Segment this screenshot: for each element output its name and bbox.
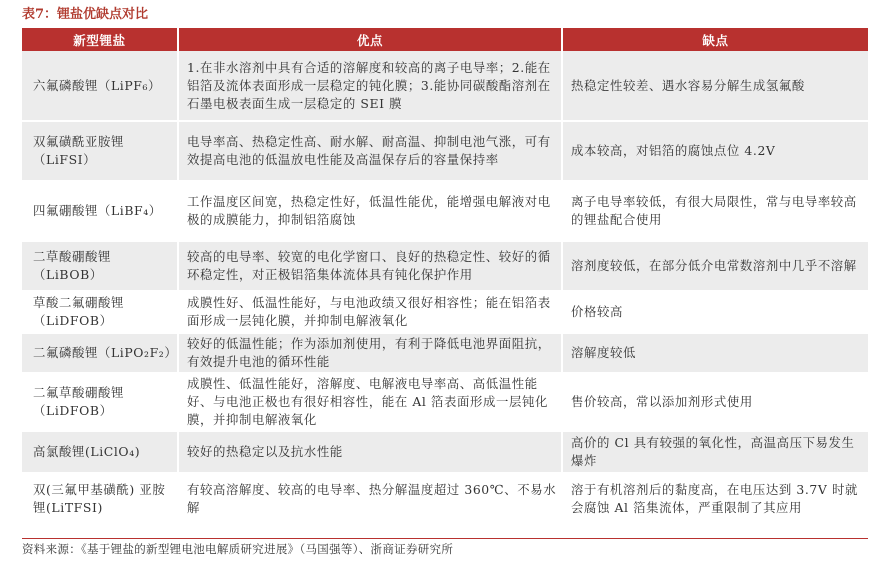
salt-name: 双氟磺酰亚胺锂（LiFSI） [22, 121, 178, 181]
table-row [22, 291, 868, 333]
table-row [22, 473, 868, 525]
header-cons: 缺点 [562, 28, 868, 51]
salt-cons: 价格较高 [562, 291, 868, 333]
salt-cons: 离子电导率较低，有很大局限性，常与电导率较高的锂盐配合使用 [562, 181, 868, 241]
salt-name: 六氟磷酸锂（LiPF₆） [22, 51, 178, 121]
salt-pros: 成膜性、低温性能好，溶解度、电解液电导率高、高低温性能好、与电池正极也有很好相容性，能在 Al 箔表面形成一层钝化膜，并抑制电解液氧化 [178, 373, 562, 431]
table-title: 表7：锂盐优缺点对比 [22, 7, 149, 22]
salt-pros: 较好的热稳定以及抗水性能 [178, 431, 562, 473]
table-header-row [22, 28, 868, 51]
salt-cons: 溶解度较低 [562, 333, 868, 373]
salt-cons: 高价的 Cl 具有较强的氧化性，高温高压下易发生爆炸 [562, 431, 868, 473]
salt-name: 双(三氟甲基磺酰) 亚胺锂(LiTFSI) [22, 473, 178, 525]
salt-name: 高氯酸锂(LiClO₄) [22, 431, 178, 473]
salt-pros: 1.在非水溶剂中具有合适的溶解度和较高的离子电导率；2.能在铝箔及流体表面形成一层稳定的钝化膜；3.能协同碳酸酯溶剂在石墨电极表面生成一层稳定的 SEI 膜 [178, 51, 562, 121]
salt-cons: 溶于有机溶剂后的黏度高，在电压达到 3.7V 时就会腐蚀 Al 箔集流体，严重限制了其应用 [562, 473, 868, 525]
salt-cons: 溶剂度较低，在部分低介电常数溶剂中几乎不溶解 [562, 241, 868, 291]
table-row [22, 121, 868, 181]
table-row [22, 333, 868, 373]
table-row [22, 51, 868, 121]
salt-name: 二氟草酸硼酸锂（LiDFOB） [22, 373, 178, 431]
table-row [22, 373, 868, 431]
header-pros: 优点 [178, 28, 562, 51]
salt-pros: 成膜性好、低温性能好，与电池政绩又很好相容性；能在铝箔表面形成一层钝化膜，并抑制电解液氧化 [178, 291, 562, 333]
salt-pros: 有较高溶解度、较高的电导率、热分解温度超过 360℃、不易水解 [178, 473, 562, 525]
salt-pros: 工作温度区间宽，热稳定性好，低温性能优，能增强电解液对电极的成膜能力，抑制铝箔腐蚀 [178, 181, 562, 241]
salt-cons: 热稳定性较差、遇水容易分解生成氢氟酸 [562, 51, 868, 121]
salt-pros: 较好的低温性能；作为添加剂使用，有利于降低电池界面阻抗，有效提升电池的循环性能 [178, 333, 562, 373]
bottom-rule [22, 538, 868, 539]
table-row [22, 181, 868, 241]
lithium-salt-comparison-table [22, 28, 868, 526]
salt-pros: 较高的电导率、较宽的电化学窗口、良好的热稳定性、较好的循环稳定性，对正极铝箔集体流体具有钝化保护作用 [178, 241, 562, 291]
table-row [22, 431, 868, 473]
header-salt: 新型锂盐 [22, 28, 178, 51]
salt-name: 二氟磷酸锂（LiPO₂F₂） [22, 333, 178, 373]
salt-cons: 成本较高，对铝箔的腐蚀点位 4.2V [562, 121, 868, 181]
table-row [22, 241, 868, 291]
salt-name: 四氟硼酸锂（LiBF₄） [22, 181, 178, 241]
salt-name: 草酸二氟硼酸锂（LiDFOB） [22, 291, 178, 333]
salt-name: 二草酸硼酸锂（LiBOB） [22, 241, 178, 291]
salt-cons: 售价较高，常以添加剂形式使用 [562, 373, 868, 431]
salt-pros: 电导率高、热稳定性高、耐水解、耐高温、抑制电池气涨，可有效提高电池的低温放电性能及高温保存后的容量保持率 [178, 121, 562, 181]
source-note: 资料来源：《基于锂盐的新型锂电池电解质研究进展》（马国强等）、浙商证券研究所 [22, 542, 454, 556]
